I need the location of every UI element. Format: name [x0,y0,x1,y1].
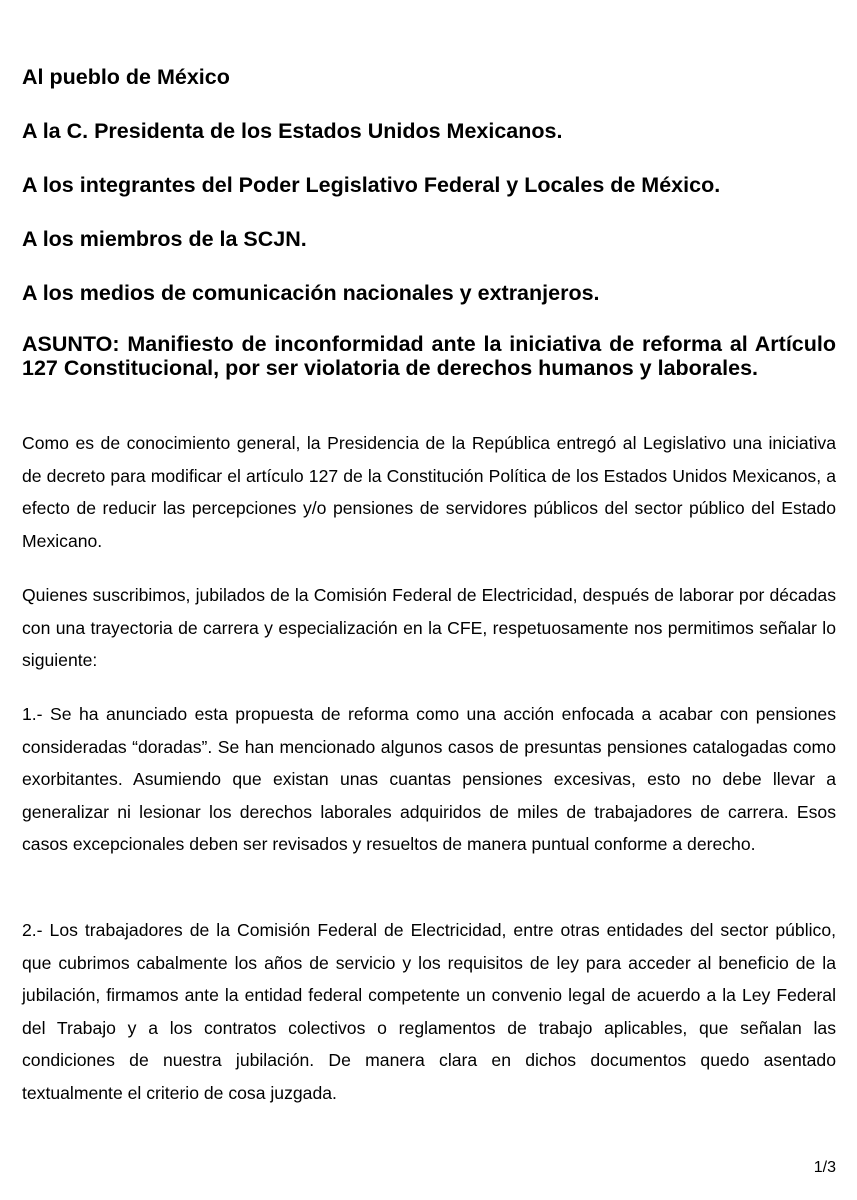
addressee-people: Al pueblo de México [22,65,230,89]
paragraph-point-1: 1.- Se ha anunciado esta propuesta de reforma como una acción enfocada a acabar con pensiones consideradas “doradas”. Se han mencionado algunos casos de presuntas pensiones catalogadas como exorbitantes. Asumiendo que existan unas cuantas pensiones excesivas, esto no debe llevar a generalizar ni lesionar los derechos laborales adquiridos de miles de trabajadores de carrera. Esos casos excepcionales deben ser revisados y resueltos de manera puntual conforme a derecho. [22,704,836,854]
addressee-president: A la C. Presidenta de los Estados Unidos Mexicanos. [22,119,563,143]
addressee-scjn: A los miembros de la SCJN. [22,227,307,251]
paragraph-signatories: Quienes suscribimos, jubilados de la Comisión Federal de Electricidad, después de laborar por décadas con una trayectoria de carrera y especialización en la CFE, respetuosamente nos permitimos señalar lo siguiente: [22,585,836,670]
paragraph-intro: Como es de conocimiento general, la Presidencia de la República entregó al Legislativo una iniciativa de decreto para modificar el artículo 127 de la Constitución Política de los Estados Unidos Mexicanos, a efecto de reducir las percepciones y/o pensiones de servidores públicos del sector público del Estado Mexicano. [22,433,836,551]
page-number: 1/3 [813,1159,836,1176]
paragraph-point-2: 2.- Los trabajadores de la Comisión Federal de Electricidad, entre otras entidades del sector público, que cubrimos cabalmente los años de servicio y los requisitos de ley para acceder al beneficio de la jubilación, firmamos ante la entidad federal competente un convenio legal de acuerdo a la Ley Federal del Trabajo y a los contratos colectivos o reglamentos de trabajo aplicables, que señalan las condiciones de nuestra jubilación. De manera clara en dichos documentos quedo asentado textualmente el criterio de cosa juzgada. [22,920,836,1103]
subject-heading: ASUNTO: Manifiesto de inconformidad ante la iniciativa de reforma al Artículo 127 Constitucional, por ser violatoria de derechos humanos y laborales. [22,332,836,380]
addressee-media: A los medios de comunicación nacionales y extranjeros. [22,281,600,305]
addressee-legislative: A los integrantes del Poder Legislativo Federal y Locales de México. [22,173,721,197]
